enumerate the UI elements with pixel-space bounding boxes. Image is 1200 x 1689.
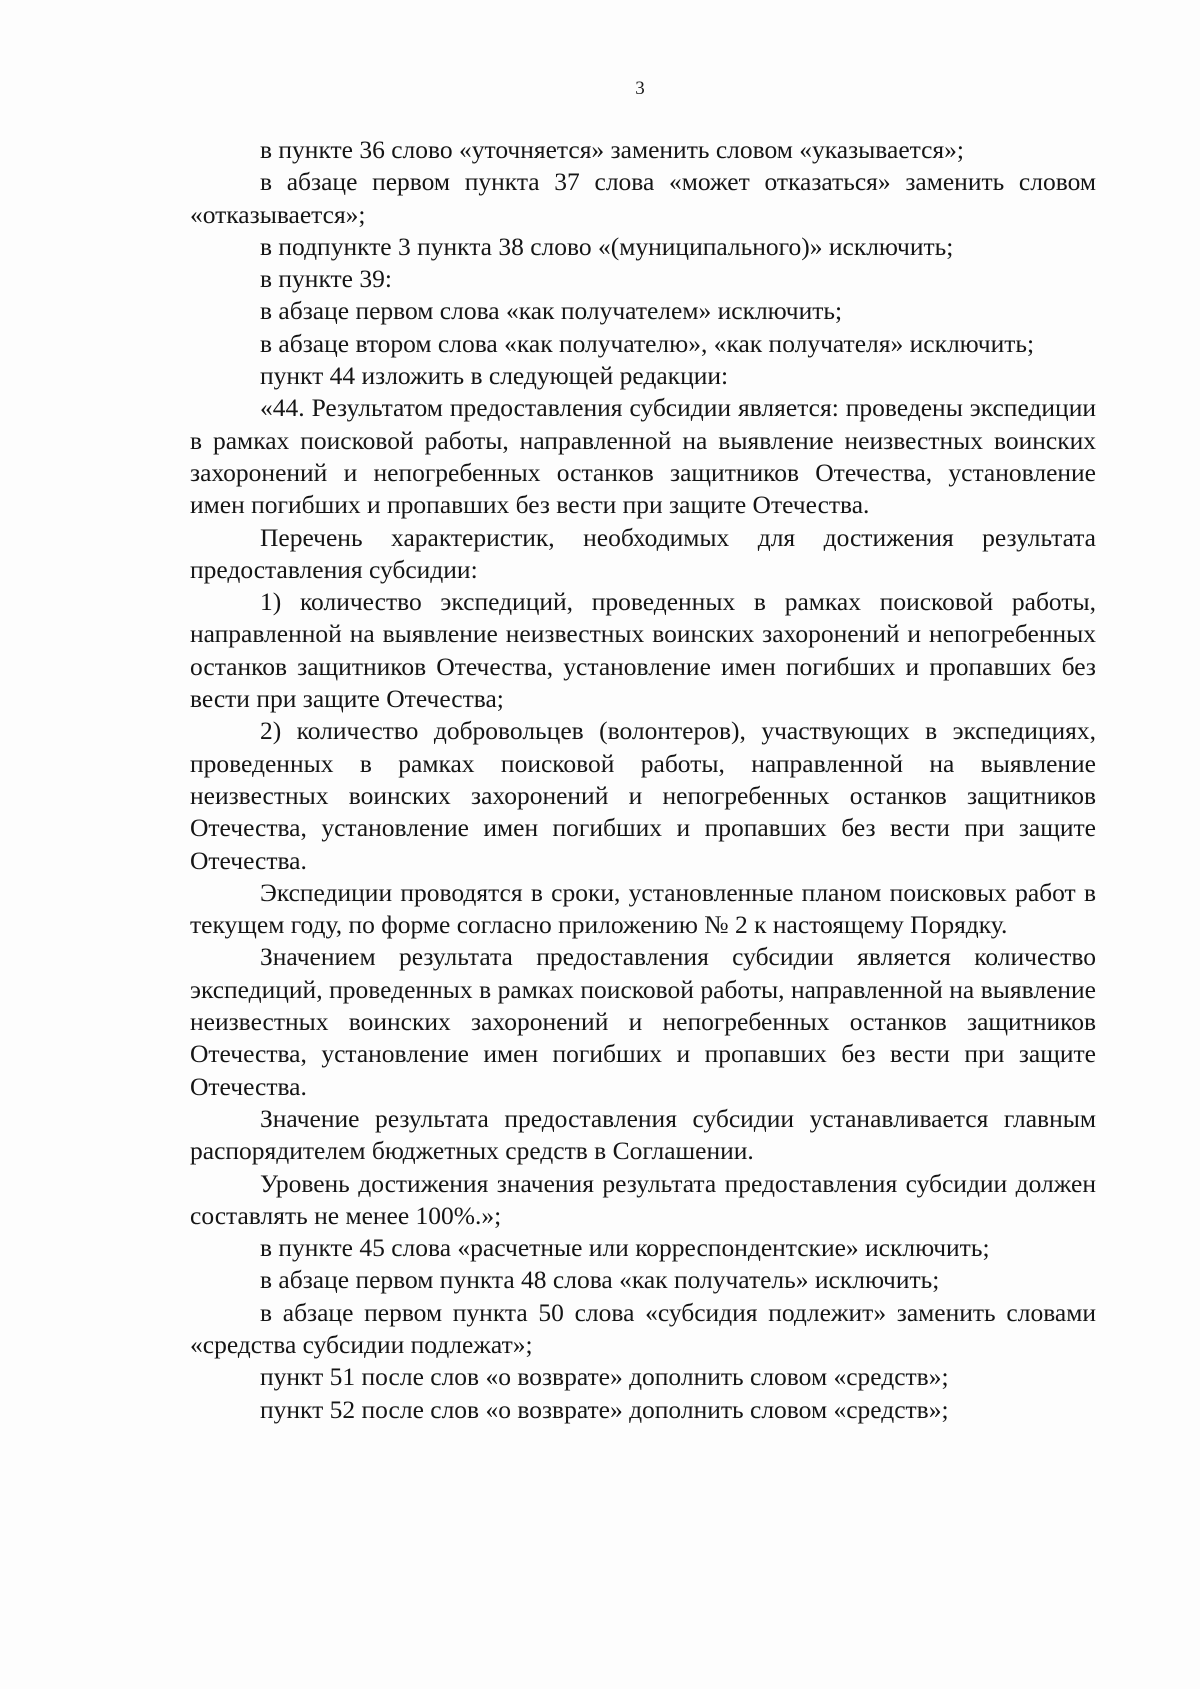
paragraph-achievement-level: Уровень достижения значения результата предоставления субсидии должен составлять не менее 100%.»; [190, 1168, 1096, 1230]
paragraph-item-36: в пункте 36 слово «уточняется» заменить словом «указывается»; [260, 135, 964, 164]
paragraph-item-37: в абзаце первом пункта 37 слова «может отказаться» заменить словом «отказывается»; [190, 167, 1096, 229]
paragraph-item-48: в абзаце первом пункта 48 слова «как получатель» исключить; [260, 1265, 940, 1295]
paragraph-characteristic-2: 2) количество добровольцев (волонтеров), участвующих в экспедициях, проведенных в рамках поисковой работы, направленной на выявление неизвестных воинских захоронений и непогребенных останков защитников Отечества, установление имен погибших и пропавших без вести при защите Отечества. [190, 716, 1096, 875]
paragraph-item-52: пункт 52 после слов «о возврате» дополнить словом «средств»; [260, 1394, 949, 1424]
paragraph-item-44-result: «44. Результатом предоставления субсидии является: проведены экспедиции в рамках поисковой работы, направленной на выявление неизвестных воинских захоронений и непогребенных останков защитников Отечества, установление имен погибших и пропавших без вести при защите Отечества. [190, 393, 1096, 520]
document-body [190, 134, 1096, 1426]
paragraph-item-45: в пункте 45 слова «расчетные или корреспондентские» исключить; [260, 1233, 990, 1263]
page-number: 3 [635, 78, 645, 99]
paragraph-characteristic-1: 1) количество экспедиций, проведенных в рамках поисковой работы, направленной на выявление неизвестных воинских захоронений и непогребенных останков защитников Отечества, установление имен погибших и пропавших без вести при защите Отечества; [190, 587, 1096, 714]
paragraph-item-39-second: в абзаце втором слова «как получателю», «как получателя» исключить; [260, 328, 1035, 358]
paragraph-characteristics-intro: Перечень характеристик, необходимых для достижения результата предоставления субсидии: [190, 522, 1096, 584]
paragraph-expedition-terms: Экспедиции проводятся в сроки, установленные планом поисковых работ в текущем году, по форме согласно приложению № 2 к настоящему Порядку. [190, 877, 1096, 940]
paragraph-item-44-intro: пункт 44 изложить в следующей редакции: [260, 361, 729, 391]
paragraph-item-39: в пункте 39: [260, 264, 392, 294]
paragraph-item-38: в подпункте 3 пункта 38 слово «(муниципального)» исключить; [260, 231, 954, 261]
paragraph-result-value: Значением результата предоставления субсидии является количество экспедиций, проведенных в рамках поисковой работы, направленной на выявление неизвестных воинских захоронений и непогребенных останков защитников Отечества, установление имен погибших и пропавших без вести при защите Отечества. [190, 942, 1096, 1101]
paragraph-item-51: пункт 51 после слов «о возврате» дополнить словом «средств»; [260, 1362, 949, 1392]
paragraph-result-value-set: Значение результата предоставления субсидии устанавливается главным распорядителем бюджетных средств в Соглашении. [190, 1103, 1096, 1166]
paragraph-item-39-first: в абзаце первом слова «как получателем» исключить; [260, 296, 843, 326]
paragraph-item-50: в абзаце первом пункта 50 слова «субсидия подлежит» заменить словами «средства субсидии подлежат»; [190, 1297, 1096, 1359]
